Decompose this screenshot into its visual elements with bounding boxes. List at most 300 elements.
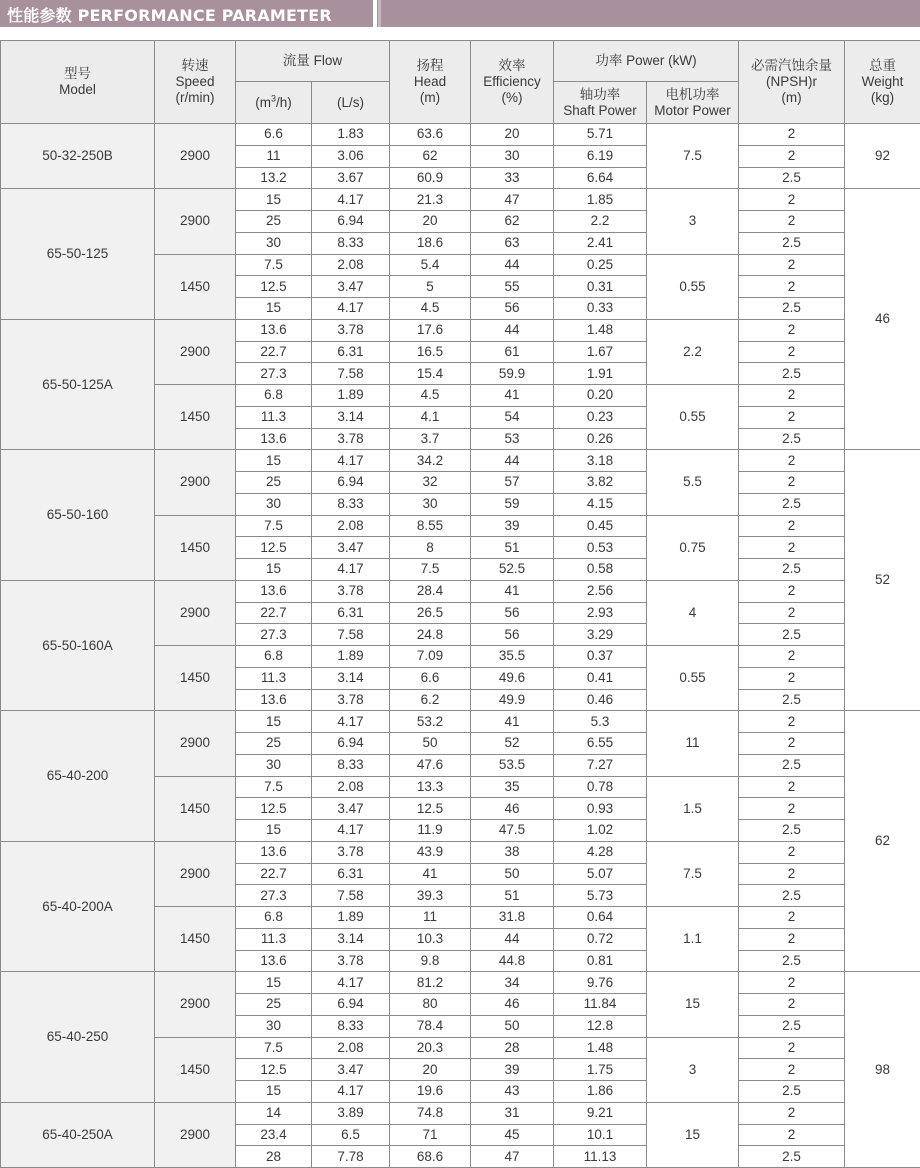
flow-m3h-cell: 11.3 [236,928,312,950]
flow-m3h-cell: 7.5 [236,776,312,798]
flow-ls-cell: 6.31 [312,602,390,624]
weight-cell: 52 [845,450,920,711]
col-flow-header: 流量 Flow [236,41,390,82]
head-cell: 62 [390,145,471,167]
shaft-power-cell: 5.73 [554,885,647,907]
flow-m3h-cell: 13.6 [236,319,312,341]
motor-power-cell: 3 [647,1037,739,1102]
motor-power-cell: 1.5 [647,776,739,841]
efficiency-cell: 28 [471,1037,554,1059]
efficiency-cell: 30 [471,145,554,167]
shaft-power-cell: 2.56 [554,580,647,602]
efficiency-cell: 31.8 [471,907,554,929]
efficiency-cell: 38 [471,841,554,863]
model-cell: 65-50-160A [1,580,155,711]
col-flow-m3h-header: $(m^3/h)$ [236,82,312,124]
flow-m3h-cell: 11.3 [236,406,312,428]
table-row [1,450,920,472]
npsh-cell: 2 [739,907,845,929]
shaft-power-cell: 0.81 [554,950,647,972]
speed-cell: 1450 [155,385,236,450]
shaft-power-cell: 4.28 [554,841,647,863]
model-cell: 65-50-125A [1,319,155,450]
efficiency-cell: 57 [471,472,554,494]
npsh-cell: 2 [739,276,845,298]
flow-ls-cell: 3.89 [312,1102,390,1124]
shaft-power-cell: 2.41 [554,232,647,254]
flow-m3h-cell: 7.5 [236,254,312,276]
efficiency-cell: 49.9 [471,689,554,711]
efficiency-cell: 47 [471,1146,554,1168]
npsh-cell: 2 [739,472,845,494]
shaft-power-cell: 1.86 [554,1081,647,1103]
flow-ls-cell: 1.89 [312,907,390,929]
efficiency-cell: 49.6 [471,667,554,689]
motor-power-cell: 0.55 [647,254,739,319]
speed-cell: 2900 [155,319,236,384]
flow-ls-cell: 2.08 [312,776,390,798]
efficiency-cell: 56 [471,624,554,646]
table-row [1,1102,920,1124]
flow-ls-cell: 6.5 [312,1124,390,1146]
flow-m3h-cell: 6.8 [236,646,312,668]
efficiency-cell: 35 [471,776,554,798]
flow-m3h-cell: 13.6 [236,428,312,450]
flow-m3h-cell: 7.5 [236,515,312,537]
npsh-cell: 2 [739,189,845,211]
flow-ls-cell: 4.17 [312,820,390,842]
head-cell: 28.4 [390,580,471,602]
flow-ls-cell: 6.31 [312,863,390,885]
speed-cell: 1450 [155,646,236,711]
flow-m3h-cell: 15 [236,189,312,211]
shaft-power-cell: 0.41 [554,667,647,689]
flow-ls-cell: 3.14 [312,406,390,428]
npsh-cell: 2.5 [739,363,845,385]
motor-power-cell: 11 [647,711,739,776]
flow-m3h-cell: 30 [236,1015,312,1037]
shaft-power-cell: 1.48 [554,319,647,341]
shaft-power-cell: 6.55 [554,733,647,755]
efficiency-cell: 44 [471,928,554,950]
performance-table [0,40,920,1168]
flow-ls-cell: 3.06 [312,145,390,167]
head-cell: 3.7 [390,428,471,450]
efficiency-cell: 41 [471,580,554,602]
efficiency-cell: 61 [471,341,554,363]
shaft-power-cell: 2.2 [554,211,647,233]
model-cell: 65-50-160 [1,450,155,581]
shaft-power-cell: 0.46 [554,689,647,711]
head-cell: 19.6 [390,1081,471,1103]
efficiency-cell: 55 [471,276,554,298]
head-cell: 60.9 [390,167,471,189]
flow-m3h-cell: 6.6 [236,124,312,146]
flow-ls-cell: 4.17 [312,711,390,733]
weight-cell: 92 [845,124,920,189]
efficiency-cell: 59.9 [471,363,554,385]
npsh-cell: 2.5 [739,1081,845,1103]
shaft-power-cell: 9.76 [554,972,647,994]
flow-ls-cell: 2.08 [312,515,390,537]
npsh-cell: 2.5 [739,232,845,254]
head-cell: 20 [390,211,471,233]
efficiency-cell: 50 [471,863,554,885]
head-cell: 4.5 [390,385,471,407]
efficiency-cell: 39 [471,1059,554,1081]
efficiency-cell: 39 [471,515,554,537]
table-row [1,124,920,146]
head-cell: 24.8 [390,624,471,646]
efficiency-cell: 50 [471,1015,554,1037]
model-cell: 65-40-250 [1,972,155,1103]
efficiency-cell: 53 [471,428,554,450]
weight-cell: 98 [845,972,920,1168]
flow-m3h-cell: 15 [236,1081,312,1103]
flow-m3h-cell: 15 [236,820,312,842]
motor-power-cell: 2.2 [647,319,739,384]
head-cell: 4.1 [390,406,471,428]
efficiency-cell: 35.5 [471,646,554,668]
head-cell: 30 [390,493,471,515]
efficiency-cell: 52.5 [471,559,554,581]
flow-ls-cell: 3.78 [312,580,390,602]
efficiency-cell: 31 [471,1102,554,1124]
npsh-cell: 2 [739,711,845,733]
npsh-cell: 2 [739,145,845,167]
efficiency-cell: 46 [471,994,554,1016]
flow-m3h-cell: 22.7 [236,863,312,885]
flow-ls-cell: 7.78 [312,1146,390,1168]
speed-cell: 1450 [155,907,236,972]
flow-ls-cell: 6.31 [312,341,390,363]
flow-m3h-cell: 30 [236,493,312,515]
shaft-power-cell: 3.18 [554,450,647,472]
shaft-power-cell: 11.84 [554,994,647,1016]
npsh-cell: 2 [739,733,845,755]
flow-ls-cell: 3.78 [312,689,390,711]
col-efficiency-header: 效率 Efficiency (%) [471,41,554,124]
table-row [1,711,920,733]
flow-ls-cell: 8.33 [312,1015,390,1037]
flow-ls-cell: 4.17 [312,450,390,472]
npsh-cell: 2.5 [739,689,845,711]
col-power-header: 功率 Power (kW) [554,41,739,82]
shaft-power-cell: 0.58 [554,559,647,581]
head-cell: 21.3 [390,189,471,211]
flow-ls-cell: 6.94 [312,211,390,233]
npsh-cell: 2.5 [739,624,845,646]
col-npsh-header: 必需汽蚀余量 (NPSH)r (m) [739,41,845,124]
head-cell: 10.3 [390,928,471,950]
npsh-cell: 2.5 [739,950,845,972]
col-model-header: 型号 Model [1,41,155,124]
npsh-cell: 2 [739,1124,845,1146]
flow-ls-cell: 3.47 [312,1059,390,1081]
table-row [1,841,920,863]
efficiency-cell: 56 [471,602,554,624]
shaft-power-cell: 1.75 [554,1059,647,1081]
head-cell: 47.6 [390,754,471,776]
flow-m3h-cell: 13.6 [236,580,312,602]
col-motor-power-header: 电机功率 Motor Power [647,82,739,124]
efficiency-cell: 44 [471,254,554,276]
efficiency-cell: 44 [471,450,554,472]
flow-ls-cell: 4.17 [312,298,390,320]
flow-m3h-cell: 7.5 [236,1037,312,1059]
motor-power-cell: 0.55 [647,646,739,711]
head-cell: 11 [390,907,471,929]
speed-cell: 1450 [155,1037,236,1102]
flow-m3h-cell: 12.5 [236,1059,312,1081]
flow-ls-cell: 4.17 [312,189,390,211]
table-row [1,580,920,602]
flow-ls-cell: 4.17 [312,559,390,581]
shaft-power-cell: 0.93 [554,798,647,820]
flow-ls-cell: 4.17 [312,1081,390,1103]
shaft-power-cell: 0.25 [554,254,647,276]
flow-m3h-cell: 27.3 [236,624,312,646]
head-cell: 11.9 [390,820,471,842]
table-body [1,124,920,1168]
motor-power-cell: 15 [647,1102,739,1167]
efficiency-cell: 33 [471,167,554,189]
title-bar [0,0,920,27]
head-cell: 7.5 [390,559,471,581]
shaft-power-cell: 7.27 [554,754,647,776]
shaft-power-cell: 0.64 [554,907,647,929]
flow-ls-cell: 3.67 [312,167,390,189]
npsh-cell: 2.5 [739,885,845,907]
head-cell: 41 [390,863,471,885]
speed-cell: 2900 [155,580,236,645]
shaft-power-cell: 12.8 [554,1015,647,1037]
npsh-cell: 2.5 [739,493,845,515]
npsh-cell: 2 [739,580,845,602]
npsh-cell: 2 [739,1059,845,1081]
head-cell: 16.5 [390,341,471,363]
flow-m3h-cell: 6.8 [236,907,312,929]
shaft-power-cell: 0.72 [554,928,647,950]
motor-power-cell: 1.1 [647,907,739,972]
head-cell: 13.3 [390,776,471,798]
model-cell: 65-40-250A [1,1102,155,1167]
head-cell: 81.2 [390,972,471,994]
flow-ls-cell: 7.58 [312,363,390,385]
npsh-cell: 2 [739,863,845,885]
flow-ls-cell: 2.08 [312,1037,390,1059]
motor-power-cell: 0.75 [647,515,739,580]
npsh-cell: 2 [739,406,845,428]
npsh-cell: 2 [739,1037,845,1059]
flow-m3h-cell: 11 [236,145,312,167]
shaft-power-cell: 1.91 [554,363,647,385]
shaft-power-cell: 0.45 [554,515,647,537]
flow-m3h-cell: 22.7 [236,341,312,363]
npsh-cell: 2 [739,776,845,798]
npsh-cell: 2 [739,254,845,276]
efficiency-cell: 62 [471,211,554,233]
npsh-cell: 2.5 [739,754,845,776]
shaft-power-cell: 5.07 [554,863,647,885]
efficiency-cell: 52 [471,733,554,755]
shaft-power-cell: 5.3 [554,711,647,733]
efficiency-cell: 51 [471,885,554,907]
motor-power-cell: 0.55 [647,385,739,450]
model-cell: 65-40-200 [1,711,155,842]
flow-m3h-cell: 11.3 [236,667,312,689]
npsh-cell: 2 [739,341,845,363]
model-cell: 50-32-250B [1,124,155,189]
head-cell: 26.5 [390,602,471,624]
flow-ls-cell: 7.58 [312,885,390,907]
col-weight-header: 总重 Weight (kg) [845,41,920,124]
col-flow-ls-header: (L/s) [312,82,390,124]
efficiency-cell: 41 [471,385,554,407]
head-cell: 4.5 [390,298,471,320]
flow-m3h-cell: 15 [236,559,312,581]
head-cell: 6.2 [390,689,471,711]
efficiency-cell: 34 [471,972,554,994]
shaft-power-cell: 1.85 [554,189,647,211]
flow-m3h-cell: 13.6 [236,950,312,972]
title-divider-shade [378,0,381,27]
efficiency-cell: 56 [471,298,554,320]
flow-m3h-cell: 25 [236,211,312,233]
shaft-power-cell: 0.37 [554,646,647,668]
flow-m3h-cell: 30 [236,754,312,776]
shaft-power-cell: 10.1 [554,1124,647,1146]
shaft-power-cell: 0.26 [554,428,647,450]
motor-power-cell: 4 [647,580,739,645]
efficiency-cell: 54 [471,406,554,428]
efficiency-cell: 44.8 [471,950,554,972]
motor-power-cell: 7.5 [647,841,739,906]
speed-cell: 2900 [155,189,236,254]
table-row [1,319,920,341]
speed-cell: 1450 [155,776,236,841]
flow-ls-cell: 3.78 [312,319,390,341]
head-cell: 50 [390,733,471,755]
npsh-cell: 2 [739,537,845,559]
shaft-power-cell: 9.21 [554,1102,647,1124]
motor-power-cell: 5.5 [647,450,739,515]
shaft-power-cell: 6.64 [554,167,647,189]
flow-ls-cell: 3.47 [312,537,390,559]
motor-power-cell: 3 [647,189,739,254]
head-cell: 5.4 [390,254,471,276]
table-row [1,972,920,994]
flow-ls-cell: 3.14 [312,667,390,689]
col-head-header: 扬程 Head (m) [390,41,471,124]
col-speed-header: 转速 Speed (r/min) [155,41,236,124]
head-cell: 80 [390,994,471,1016]
head-cell: 12.5 [390,798,471,820]
efficiency-cell: 43 [471,1081,554,1103]
efficiency-cell: 51 [471,537,554,559]
efficiency-cell: 41 [471,711,554,733]
head-cell: 15.4 [390,363,471,385]
page-title: 性能参数 PERFORMANCE PARAMETER [7,3,332,26]
flow-ls-cell: 3.78 [312,841,390,863]
flow-m3h-cell: 25 [236,994,312,1016]
efficiency-cell: 63 [471,232,554,254]
shaft-power-cell: 1.48 [554,1037,647,1059]
efficiency-cell: 45 [471,1124,554,1146]
head-cell: 43.9 [390,841,471,863]
head-cell: 34.2 [390,450,471,472]
efficiency-cell: 53.5 [471,754,554,776]
flow-ls-cell: 3.47 [312,798,390,820]
speed-cell: 2900 [155,711,236,776]
flow-m3h-cell: 27.3 [236,363,312,385]
shaft-power-cell: 4.15 [554,493,647,515]
npsh-cell: 2 [739,319,845,341]
flow-m3h-cell: 13.6 [236,689,312,711]
flow-ls-cell: 4.17 [312,972,390,994]
flow-m3h-cell: 12.5 [236,537,312,559]
shaft-power-cell: 0.23 [554,406,647,428]
npsh-cell: 2 [739,1102,845,1124]
npsh-cell: 2 [739,211,845,233]
flow-m3h-cell: 6.8 [236,385,312,407]
shaft-power-cell: 11.13 [554,1146,647,1168]
head-cell: 53.2 [390,711,471,733]
npsh-cell: 2 [739,124,845,146]
shaft-power-cell: 3.82 [554,472,647,494]
npsh-cell: 2 [739,515,845,537]
motor-power-cell: 15 [647,972,739,1037]
speed-cell: 2900 [155,1102,236,1167]
flow-ls-cell: 6.94 [312,994,390,1016]
shaft-power-cell: 0.31 [554,276,647,298]
npsh-cell: 2 [739,972,845,994]
efficiency-cell: 47.5 [471,820,554,842]
title-divider [373,0,377,27]
flow-ls-cell: 1.83 [312,124,390,146]
shaft-power-cell: 3.29 [554,624,647,646]
efficiency-cell: 44 [471,319,554,341]
table-row [1,189,920,211]
flow-ls-cell: 1.89 [312,385,390,407]
flow-ls-cell: 8.33 [312,754,390,776]
shaft-power-cell: 1.67 [554,341,647,363]
speed-cell: 2900 [155,972,236,1037]
head-cell: 68.6 [390,1146,471,1168]
shaft-power-cell: 0.20 [554,385,647,407]
flow-m3h-cell: 14 [236,1102,312,1124]
flow-ls-cell: 3.78 [312,428,390,450]
npsh-cell: 2 [739,646,845,668]
flow-m3h-cell: 12.5 [236,798,312,820]
flow-m3h-cell: 23.4 [236,1124,312,1146]
efficiency-cell: 46 [471,798,554,820]
npsh-cell: 2.5 [739,1015,845,1037]
flow-m3h-cell: 15 [236,450,312,472]
npsh-cell: 2 [739,450,845,472]
head-cell: 39.3 [390,885,471,907]
npsh-cell: 2.5 [739,1146,845,1168]
flow-ls-cell: 1.89 [312,646,390,668]
flow-ls-cell: 8.33 [312,493,390,515]
efficiency-cell: 59 [471,493,554,515]
flow-m3h-cell: 13.2 [236,167,312,189]
shaft-power-cell: 0.78 [554,776,647,798]
npsh-cell: 2 [739,602,845,624]
head-cell: 7.09 [390,646,471,668]
npsh-cell: 2.5 [739,559,845,581]
flow-ls-cell: 2.08 [312,254,390,276]
